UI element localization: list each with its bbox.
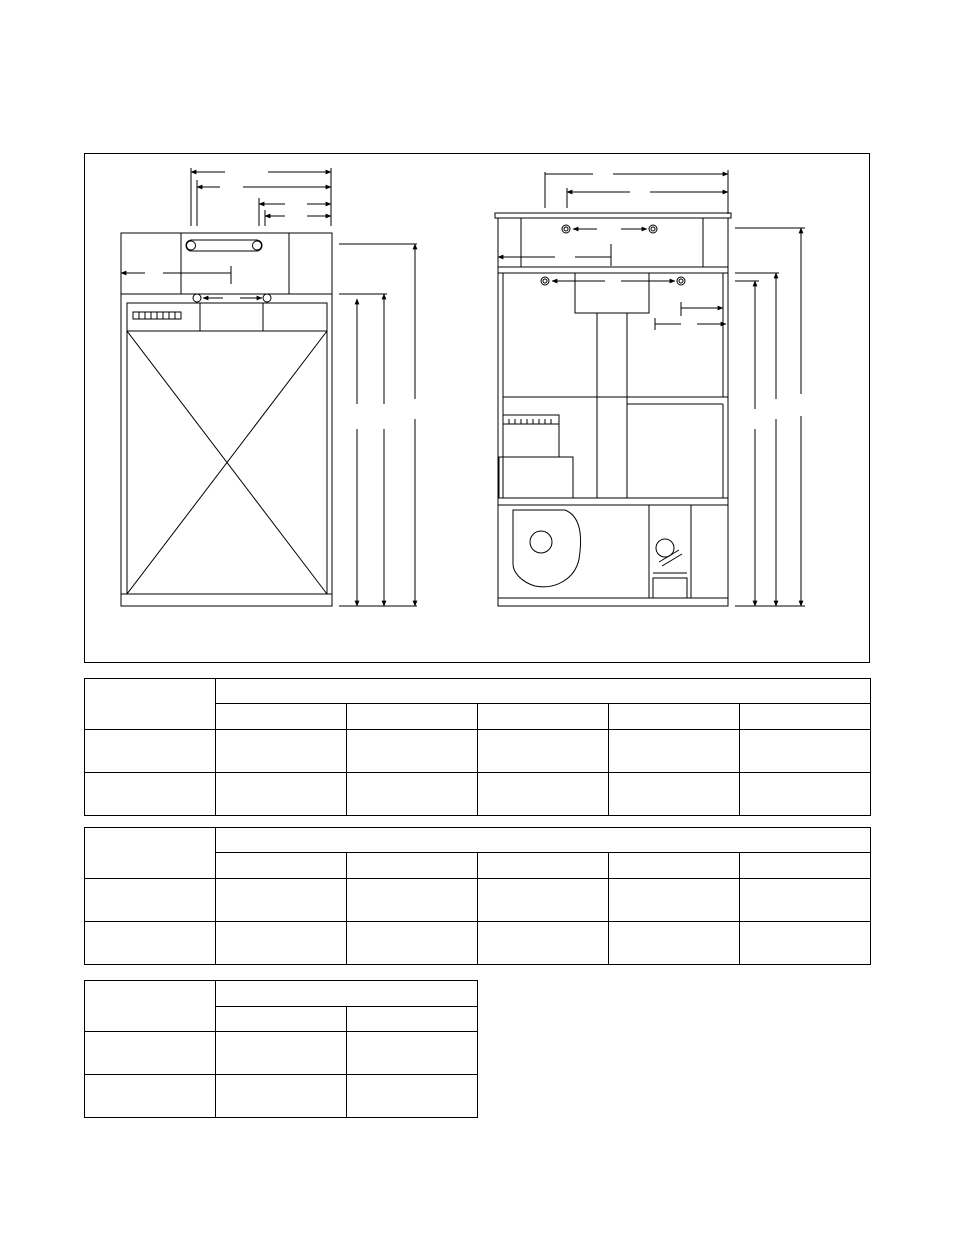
table-header-label xyxy=(85,679,216,730)
table-cell xyxy=(478,922,609,965)
table-cell xyxy=(347,773,478,816)
table-cell xyxy=(216,1075,347,1118)
table-cell xyxy=(609,922,740,965)
table-group-label xyxy=(216,828,871,853)
column-header xyxy=(347,853,478,879)
row-label xyxy=(85,1075,216,1118)
table-cell xyxy=(347,1075,478,1118)
side-height-dimensions xyxy=(735,228,805,606)
table-row xyxy=(85,922,871,965)
row-label xyxy=(85,879,216,922)
column-header xyxy=(216,704,347,730)
table-cell xyxy=(478,879,609,922)
column-header xyxy=(216,853,347,879)
column-header xyxy=(478,704,609,730)
table-cell xyxy=(740,922,871,965)
row-label xyxy=(85,773,216,816)
unit-dimension-drawing xyxy=(85,154,871,664)
dimension-drawing-frame xyxy=(84,153,870,663)
blower-housing xyxy=(513,510,581,587)
table-cell xyxy=(347,879,478,922)
side-coil-section xyxy=(503,273,723,397)
column-header xyxy=(347,704,478,730)
table-cell xyxy=(740,773,871,816)
column-header xyxy=(216,1007,347,1032)
side-drain-pan xyxy=(575,273,649,313)
column-header xyxy=(609,853,740,879)
table-cell xyxy=(347,730,478,773)
side-control-box xyxy=(653,578,687,598)
table-cell xyxy=(478,773,609,816)
side-cabinet-outline xyxy=(498,218,728,606)
table-cell xyxy=(216,730,347,773)
table-cell xyxy=(216,879,347,922)
side-view xyxy=(495,170,805,606)
table-row xyxy=(85,879,871,922)
table-cell xyxy=(347,922,478,965)
table-cell xyxy=(740,879,871,922)
front-view xyxy=(121,168,417,606)
table-group-label xyxy=(216,981,478,1007)
dimensions-table-2 xyxy=(84,827,871,965)
front-cabinet-outline xyxy=(121,233,332,606)
table-cell xyxy=(216,922,347,965)
blower-wheel xyxy=(530,531,552,553)
side-motor-block xyxy=(499,457,573,498)
table-row xyxy=(85,773,871,816)
table-header-label xyxy=(85,981,216,1032)
column-header xyxy=(740,853,871,879)
table-header-label xyxy=(85,828,216,879)
table-cell xyxy=(347,1032,478,1075)
row-label xyxy=(85,1032,216,1075)
table-row xyxy=(85,1075,478,1118)
table-cell xyxy=(609,773,740,816)
column-header xyxy=(347,1007,478,1032)
table-cell xyxy=(478,730,609,773)
table-cell xyxy=(216,773,347,816)
table-group-label xyxy=(216,679,871,704)
row-label xyxy=(85,730,216,773)
table-cell xyxy=(609,730,740,773)
table-cell xyxy=(609,879,740,922)
front-height-dimensions xyxy=(339,244,417,606)
row-label xyxy=(85,922,216,965)
front-top-pipe xyxy=(186,240,262,251)
column-header xyxy=(478,853,609,879)
table-cell xyxy=(740,730,871,773)
column-header xyxy=(740,704,871,730)
table-row xyxy=(85,1032,478,1075)
column-header xyxy=(609,704,740,730)
dimensions-table-1 xyxy=(84,678,871,816)
dimensions-table-3 xyxy=(84,980,478,1118)
table-row xyxy=(85,730,871,773)
side-top-cap xyxy=(495,213,731,218)
side-top-dimensions xyxy=(545,170,728,214)
table-cell xyxy=(216,1032,347,1075)
front-top-dimensions xyxy=(191,168,331,226)
